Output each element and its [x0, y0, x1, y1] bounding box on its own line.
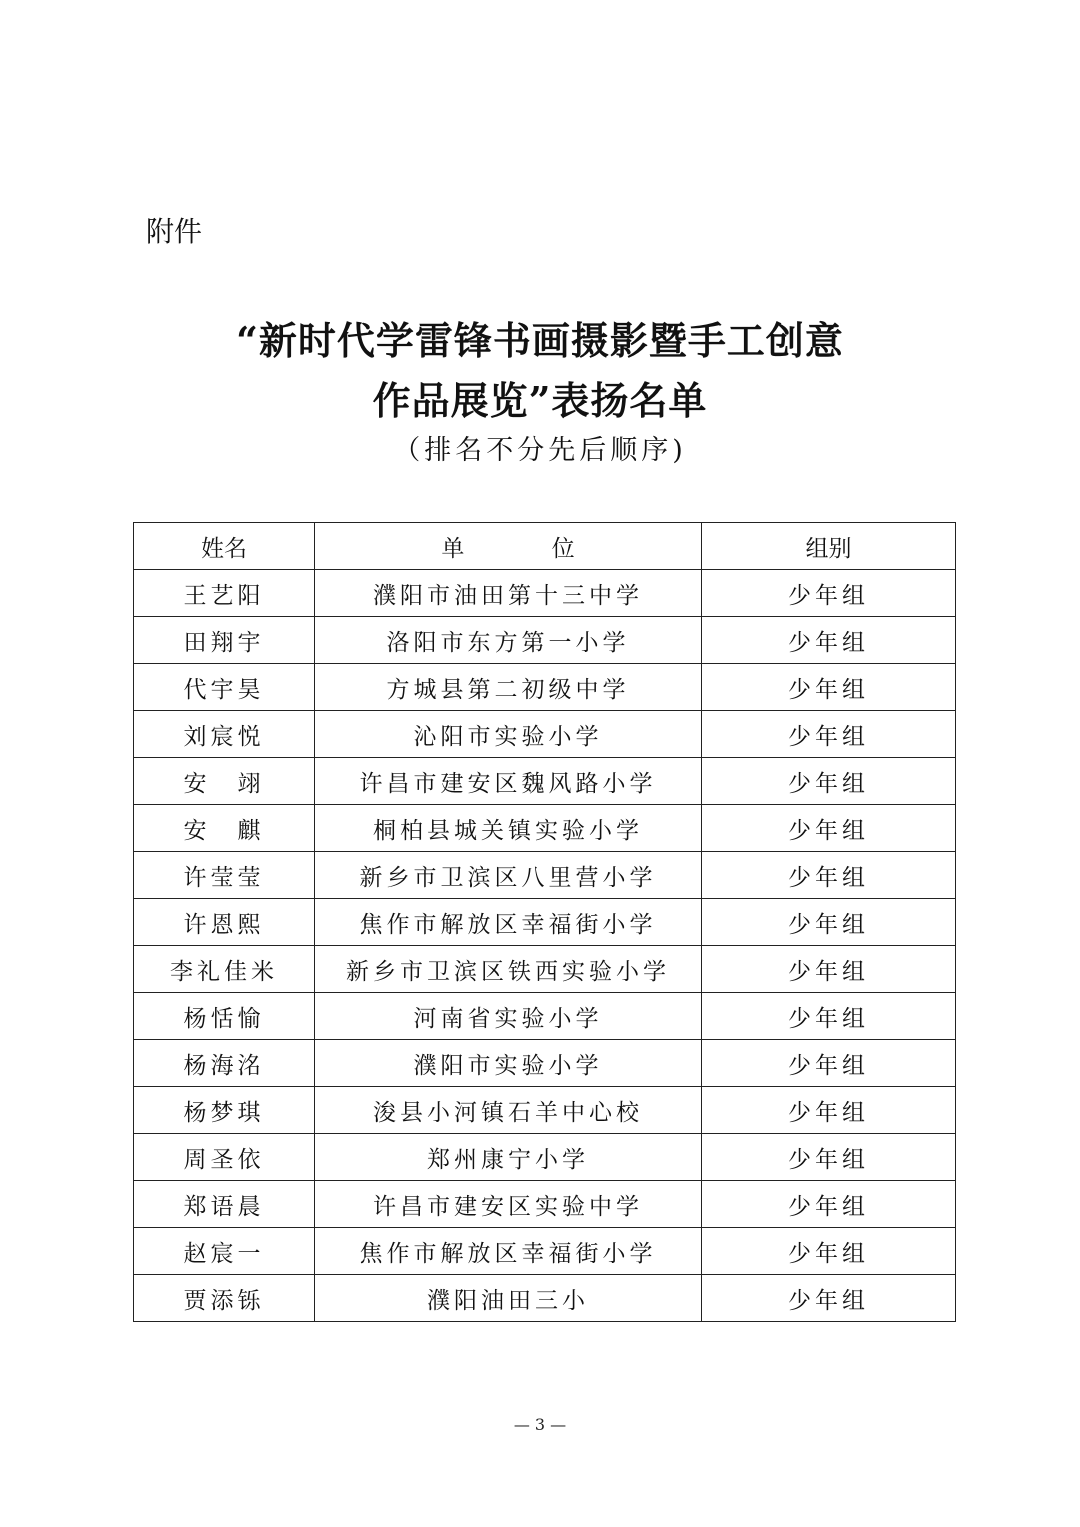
- name-cell: 杨梦琪: [134, 1087, 315, 1134]
- column-header-group: 组别: [702, 523, 956, 570]
- unit-cell: 濮阳油田三小: [315, 1275, 702, 1322]
- group-cell: 少年组: [702, 1087, 956, 1134]
- unit-cell: 新乡市卫滨区八里营小学: [315, 852, 702, 899]
- table-body: [134, 570, 956, 1322]
- table-row: [134, 805, 956, 852]
- name-cell: 杨恬愉: [134, 993, 315, 1040]
- table-row: [134, 1275, 956, 1322]
- unit-cell: 焦作市解放区幸福街小学: [315, 899, 702, 946]
- column-header-unit: [315, 523, 702, 570]
- table-row: [134, 758, 956, 805]
- name-cell: 杨海洺: [134, 1040, 315, 1087]
- name-cell: 许恩熙: [134, 899, 315, 946]
- name-cell: 安 麒: [134, 805, 315, 852]
- group-cell: 少年组: [702, 1134, 956, 1181]
- column-header-name: 姓名: [134, 523, 315, 570]
- unit-cell: 郑州康宁小学: [315, 1134, 702, 1181]
- unit-cell: 沁阳市实验小学: [315, 711, 702, 758]
- column-header-unit-label: 单 位: [441, 535, 615, 562]
- group-cell: 少年组: [702, 758, 956, 805]
- unit-cell: 洛阳市东方第一小学: [315, 617, 702, 664]
- unit-cell: 方城县第二初级中学: [315, 664, 702, 711]
- name-cell: 许莹莹: [134, 852, 315, 899]
- group-cell: 少年组: [702, 711, 956, 758]
- group-cell: 少年组: [702, 570, 956, 617]
- group-cell: 少年组: [702, 617, 956, 664]
- unit-cell: 桐柏县城关镇实验小学: [315, 805, 702, 852]
- group-cell: 少年组: [702, 852, 956, 899]
- group-cell: 少年组: [702, 899, 956, 946]
- group-cell: 少年组: [702, 1181, 956, 1228]
- table-header-row: [134, 523, 956, 570]
- table-row: [134, 664, 956, 711]
- name-cell: 李礼佳米: [134, 946, 315, 993]
- name-cell: 代宇昊: [134, 664, 315, 711]
- group-cell: 少年组: [702, 1228, 956, 1275]
- document-title-line-2: 作品展览”表扬名单: [372, 378, 708, 423]
- unit-cell: 浚县小河镇石羊中心校: [315, 1087, 702, 1134]
- unit-cell: 许昌市建安区实验中学: [315, 1181, 702, 1228]
- name-cell: 刘宸悦: [134, 711, 315, 758]
- name-cell: 郑语晨: [134, 1181, 315, 1228]
- page-number: — 3 —: [513, 1415, 567, 1434]
- table-row: [134, 852, 956, 899]
- name-cell: 周圣依: [134, 1134, 315, 1181]
- name-cell: 安 翊: [134, 758, 315, 805]
- name-cell: 田翔宇: [134, 617, 315, 664]
- unit-cell: 河南省实验小学: [315, 993, 702, 1040]
- name-cell: 王艺阳: [134, 570, 315, 617]
- table-row: [134, 1087, 956, 1134]
- unit-cell: 许昌市建安区魏风路小学: [315, 758, 702, 805]
- table-row: [134, 1134, 956, 1181]
- name-cell: 贾添铄: [134, 1275, 315, 1322]
- group-cell: 少年组: [702, 993, 956, 1040]
- group-cell: 少年组: [702, 1275, 956, 1322]
- table-row: [134, 617, 956, 664]
- table-row: [134, 1040, 956, 1087]
- unit-cell: 濮阳市油田第十三中学: [315, 570, 702, 617]
- unit-cell: 濮阳市实验小学: [315, 1040, 702, 1087]
- table-row: [134, 711, 956, 758]
- group-cell: 少年组: [702, 946, 956, 993]
- unit-cell: 新乡市卫滨区铁西实验小学: [315, 946, 702, 993]
- group-cell: 少年组: [702, 664, 956, 711]
- table-row: [134, 1228, 956, 1275]
- table-row: [134, 946, 956, 993]
- name-cell: 赵宸一: [134, 1228, 315, 1275]
- unit-cell: 焦作市解放区幸福街小学: [315, 1228, 702, 1275]
- commendation-table: [133, 522, 956, 1322]
- document-title-line-1: “新时代学雷锋书画摄影暨手工创意: [236, 318, 844, 363]
- table-row: [134, 570, 956, 617]
- table-row: [134, 899, 956, 946]
- document-subtitle: （排名不分先后顺序): [393, 435, 687, 466]
- group-cell: 少年组: [702, 805, 956, 852]
- table-row: [134, 993, 956, 1040]
- group-cell: 少年组: [702, 1040, 956, 1087]
- attachment-label: 附件: [146, 215, 203, 248]
- table-row: [134, 1181, 956, 1228]
